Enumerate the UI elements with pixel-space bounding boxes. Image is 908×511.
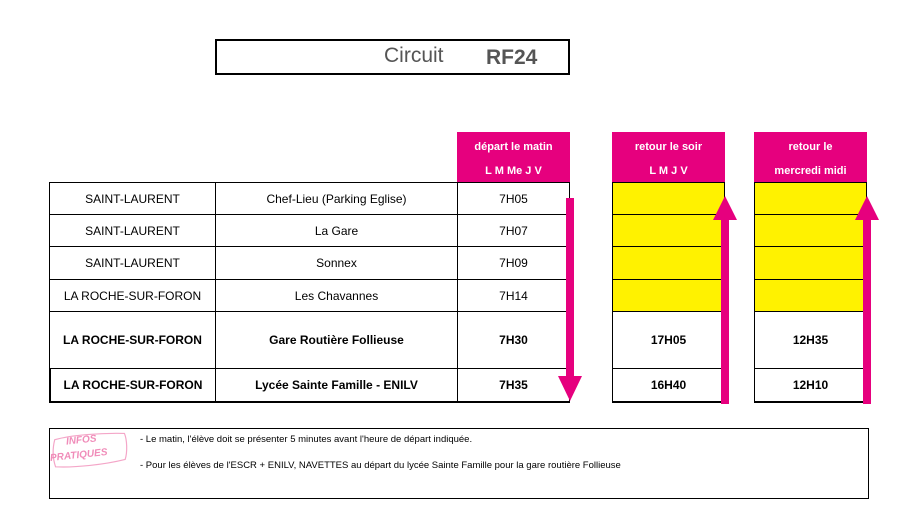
table-cell-depart: 7H14: [457, 279, 570, 312]
table-cell-depart: 7H07: [457, 214, 570, 247]
header-retour-mercredi-line2: mercredi midi: [774, 165, 847, 177]
header-retour-mercredi-line1: retour le: [788, 141, 833, 153]
table-cell-retour-soir: [612, 214, 725, 247]
table-cell-commune: SAINT-LAURENT: [49, 246, 216, 280]
title-circuit-code: RF24: [486, 46, 538, 69]
table-cell-retour-mercredi: 12H10: [754, 368, 867, 403]
table-cell-retour-soir: [612, 182, 725, 215]
title-circuit-label: Circuit: [384, 44, 444, 67]
infos-stamp-line1: INFOS: [65, 433, 98, 448]
table-cell-retour-soir: [612, 279, 725, 312]
table-cell-retour-mercredi: [754, 214, 867, 247]
info-line-2: - Pour les élèves de l'ESCR + ENILV, NAVETTES au départ du lycée Sainte Famille pour la gare routière Follieuse: [140, 460, 621, 471]
arrow-down-icon: [556, 198, 584, 402]
info-line-1: - Le matin, l'élève doit se présenter 5 minutes avant l'heure de départ indiquée.: [140, 434, 473, 445]
table-cell-arret: Sonnex: [215, 246, 458, 280]
table-cell-commune: LA ROCHE-SUR-FORON: [49, 368, 216, 403]
table-cell-commune: SAINT-LAURENT: [49, 214, 216, 247]
table-cell-commune: LA ROCHE-SUR-FORON: [49, 279, 216, 312]
header-retour-soir-line2: L M J V: [649, 165, 688, 177]
header-depart-line1: départ le matin: [474, 141, 553, 153]
table-cell-depart: 7H09: [457, 246, 570, 280]
header-depart-matin: [457, 132, 570, 182]
header-depart-line2: L M Me J V: [485, 165, 542, 177]
table-cell-retour-mercredi: [754, 246, 867, 280]
table-cell-depart: 7H05: [457, 182, 570, 215]
table-cell-arret: Gare Routière Follieuse: [215, 311, 458, 369]
table-cell-arret: Les Chavannes: [215, 279, 458, 312]
table-cell-arret: Lycée Sainte Famille - ENILV: [215, 368, 458, 403]
header-retour-mercredi: [754, 132, 867, 182]
arrow-up-icon: [711, 196, 739, 404]
table-cell-arret: Chef-Lieu (Parking Eglise): [215, 182, 458, 215]
arrow-up-icon: [853, 196, 881, 404]
table-cell-retour-soir: 16H40: [612, 368, 725, 403]
table-cell-depart: 7H35: [457, 368, 570, 403]
table-cell-retour-mercredi: 12H35: [754, 311, 867, 369]
table-cell-retour-mercredi: [754, 279, 867, 312]
table-cell-depart: 7H30: [457, 311, 570, 369]
table-cell-retour-mercredi: [754, 182, 867, 215]
table-cell-retour-soir: [612, 246, 725, 280]
header-retour-soir: [612, 132, 725, 182]
table-cell-arret: La Gare: [215, 214, 458, 247]
table-cell-commune: LA ROCHE-SUR-FORON: [49, 311, 216, 369]
infos-stamp-line2: PRATIQUES: [49, 447, 109, 464]
table-cell-commune: SAINT-LAURENT: [49, 182, 216, 215]
header-retour-soir-line1: retour le soir: [634, 141, 703, 153]
table-cell-retour-soir: 17H05: [612, 311, 725, 369]
